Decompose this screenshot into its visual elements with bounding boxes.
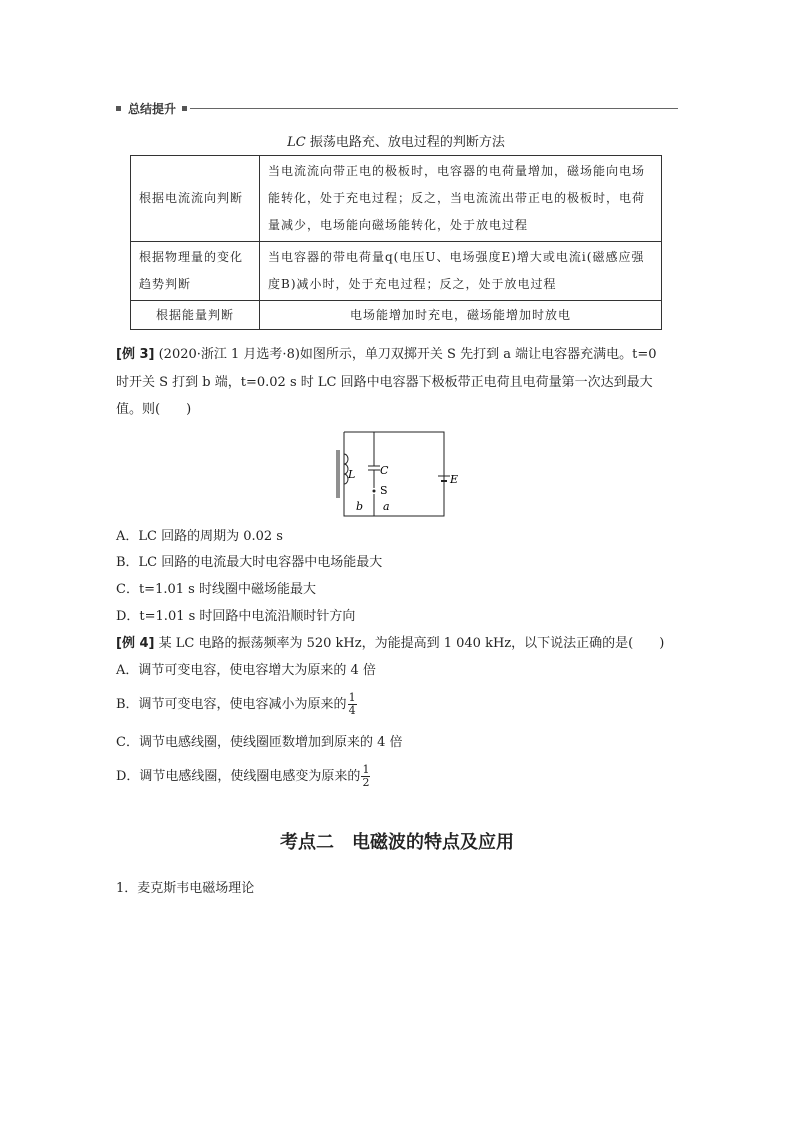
table-cell-description: 当电容器的带电荷量q(电压U、电场强度E)增大或电流i(磁感应强度B)减小时，处于充电过程；反之，处于放电过程 xyxy=(260,242,662,301)
example4-option-b xyxy=(116,692,357,717)
switch-label: S xyxy=(380,484,388,497)
example4-option-d-text: D．调节电感线圈，使线圈电感变为原来的 xyxy=(116,769,361,784)
example3-option-d: D．t=1.01 s 时回路中电流沿顺时针方向 xyxy=(116,609,356,624)
example4-option-b-text: B．调节可变电容，使电容减小为原来的 xyxy=(116,697,347,712)
terminal-a-label: a xyxy=(383,500,390,513)
table-row xyxy=(131,242,662,301)
table-title xyxy=(130,131,662,150)
example4-option-d xyxy=(116,764,370,789)
example3-option-b: B．LC 回路的电流最大时电容器中电场能最大 xyxy=(116,555,383,570)
capacitor-label: C xyxy=(380,464,389,477)
bullet-square-icon xyxy=(116,106,121,111)
fraction-one-half: $\frac{1}{2}$ xyxy=(362,763,370,789)
example4-stem xyxy=(116,633,664,655)
divider xyxy=(190,108,678,109)
table-cell-method: 根据物理量的变化趋势判断 xyxy=(131,242,260,301)
example3-option-a: A．LC 回路的周期为 0.02 s xyxy=(116,529,283,544)
example3-line1 xyxy=(116,344,656,366)
section-header xyxy=(116,100,678,116)
example3-text1: (2020·浙江 1 月选考·8)如图所示，单刀双掷开关 S 先打到 a 端让电容器充满电。t=0 xyxy=(158,347,657,362)
example3-option-c: C．t=1.01 s 时线圈中磁场能最大 xyxy=(116,582,316,597)
table-cell-method: 根据能量判断 xyxy=(131,301,260,330)
section2-title: 考点二 电磁波的特点及应用 xyxy=(280,832,514,853)
example4-option-c: C．调节电感线圈，使线圈匝数增加到原来的 4 倍 xyxy=(116,735,403,750)
table-title-text: 振荡电路充、放电过程的判断方法 xyxy=(309,135,505,150)
inductor-label: L xyxy=(348,468,356,481)
table-row xyxy=(131,301,662,330)
bullet-square-icon xyxy=(182,106,187,111)
battery-label: E xyxy=(450,473,459,486)
circuit-diagram xyxy=(330,428,470,522)
summary-table xyxy=(130,155,662,330)
example4-option-a: A．调节可变电容，使电容增大为原来的 4 倍 xyxy=(116,663,376,678)
section2-item1: 1．麦克斯韦电磁场理论 xyxy=(116,881,255,896)
example4-tag: [例 4] xyxy=(116,636,155,651)
table-row xyxy=(131,156,662,242)
table-cell-method: 根据电流流向判断 xyxy=(131,156,260,242)
fraction-one-quarter: $\frac{1}{4}$ xyxy=(348,691,356,717)
table-title-lc: LC xyxy=(287,135,306,150)
switch-contact xyxy=(373,490,376,493)
table-cell-description: 电场能增加时充电，磁场能增加时放电 xyxy=(260,301,662,330)
example3-line2: 时开关 S 打到 b 端，t=0.02 s 时 LC 回路中电容器下极板带正电荷且电荷量第一次达到最大 xyxy=(116,375,653,390)
terminal-b-label: b xyxy=(356,500,364,513)
example3-line3: 值。则( ) xyxy=(116,402,192,417)
section-header-label: 总结提升 xyxy=(128,101,177,116)
example4-stem-text: 某 LC 电路的振荡频率为 520 kHz，为能提高到 1 040 kHz，以下说法正确的是( ) xyxy=(158,636,665,651)
table-cell-description: 当电流流向带正电的极板时，电容器的电荷量增加，磁场能向电场能转化，处于充电过程；反之，当电流流出带正电的极板时，电荷量减少，电场能向磁场能转化，处于放电过程 xyxy=(260,156,662,242)
example3-tag: [例 3] xyxy=(116,347,155,362)
